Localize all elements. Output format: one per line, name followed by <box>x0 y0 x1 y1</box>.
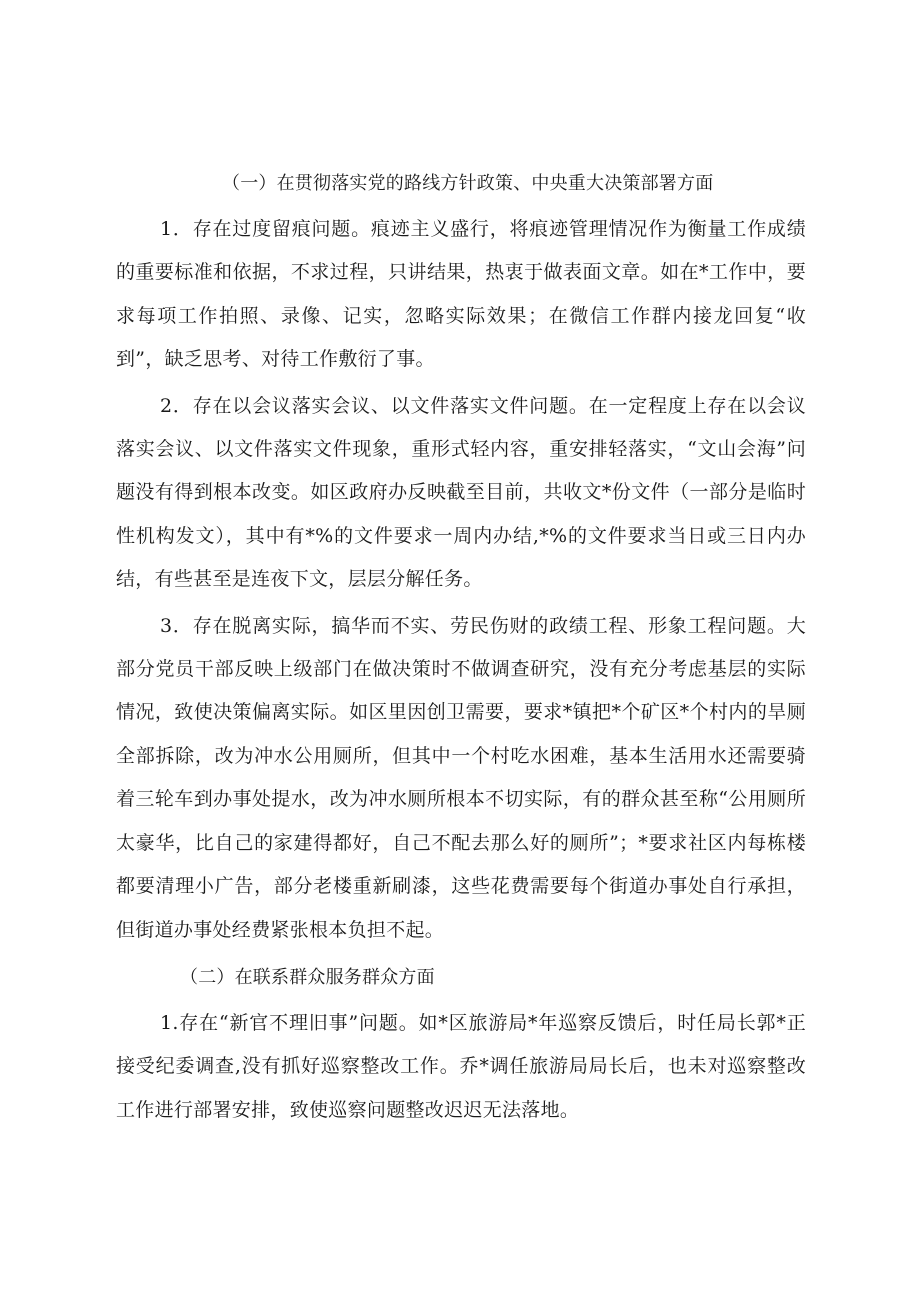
paragraph-1-2: 2．存在以会议落实会议、以文件落实文件问题。在一定程度上存在以会议落实会议、以文件落实文件现象，重形式轻内容，重安排轻落实，“文山会海”问题没有得到根本改变。如区政府办反映截至目前，共收文*份文件（一部分是临时性机构发文），其中有*%的文件要求一周内办结,*%的文件要求当日或三日内办结，有些甚至是连夜下文，层层分解任务。 <box>116 394 806 591</box>
paragraph-2-1: 1.存在“新官不理旧事”问题。如*区旅游局*年巡察反馈后，时任局长郭*正接受纪委调查,没有抓好巡察整改工作。乔*调任旅游局局长后，也未对巡察整改工作进行部署安排，致使巡察问题整改迟迟无法落地。 <box>116 1011 806 1121</box>
paragraph-1-3: 3．存在脱离实际，搞华而不实、劳民伤财的政绩工程、形象工程问题。大部分党员干部反映上级部门在做决策时不做调查研究，没有充分考虑基层的实际情况，致使决策偏离实际。如区里因创卫需要，要求*镇把*个矿区*个村内的旱厕全部拆除，改为冲水公用厕所，但其中一个村吃水困难，基本生活用水还需要骑着三轮车到办事处提水，改为冲水厕所根本不切实际，有的群众甚至称“公用厕所太豪华，比自己的家建得都好，自己不配去那么好的厕所”；*要求社区内每栋楼都要清理小广告，部分老楼重新刷漆，这些花费需要每个街道办事处自行承担，但街道办事处经费紧张根本负担不起。 <box>116 614 806 941</box>
document-body <box>116 163 806 1135</box>
section-heading-2: （二）在联系群众服务群众方面 <box>180 966 435 988</box>
section-heading-1: （一）在贯彻落实党的路线方针政策、中央重大决策部署方面 <box>222 173 714 194</box>
paragraph-1-1: 1．存在过度留痕问题。痕迹主义盛行，将痕迹管理情况作为衡量工作成绩的重要标准和依据，不求过程，只讲结果，热衷于做表面文章。如在*工作中，要求每项工作拍照、录像、记实，忽略实际效果；在微信工作群内接龙回复“收到”，缺乏思考、对待工作敷衍了事。 <box>116 218 806 371</box>
